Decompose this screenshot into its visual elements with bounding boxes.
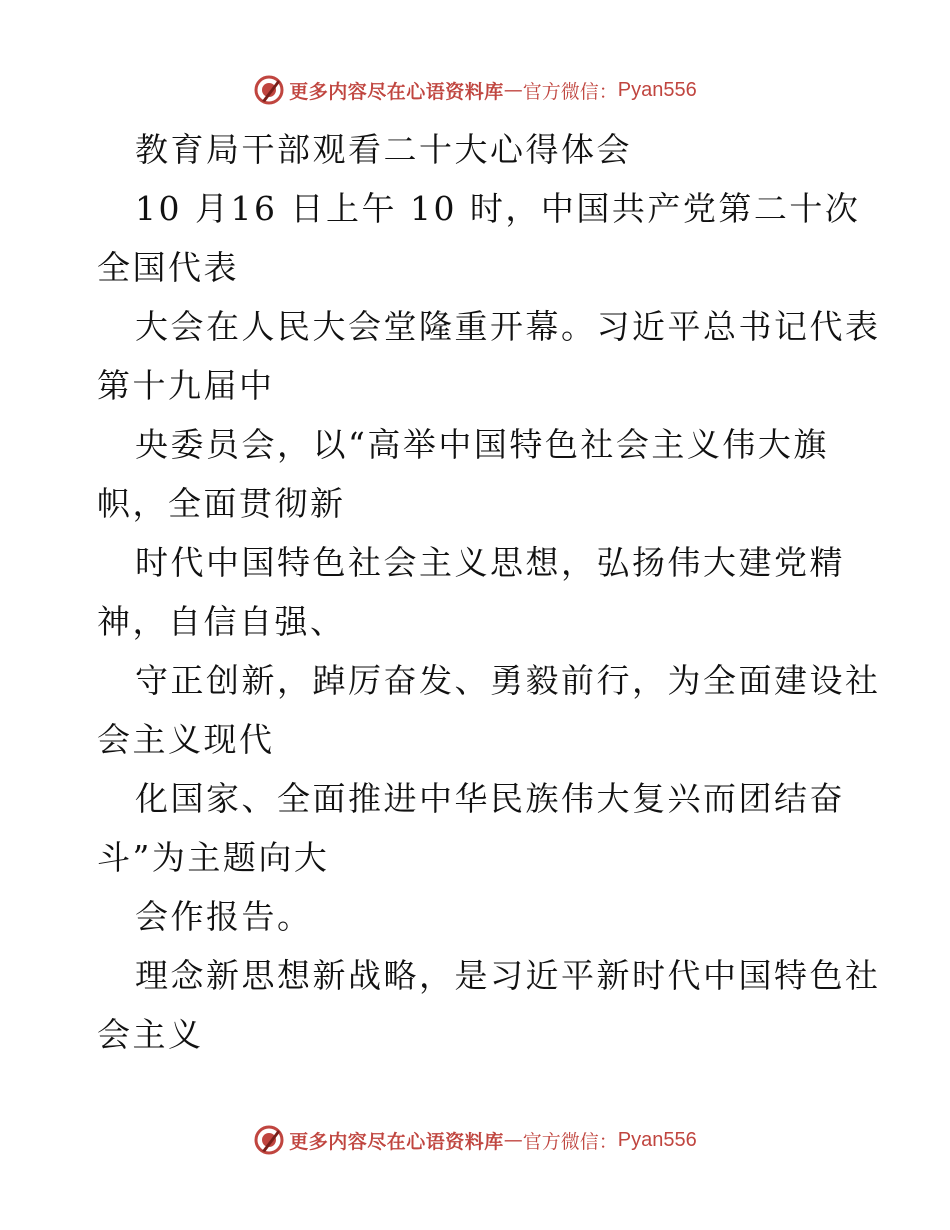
document-title: 教育局干部观看二十大心得体会 <box>135 130 632 169</box>
text-line: 会主义 <box>97 1015 204 1054</box>
text-line: 神，自信自强、 <box>97 602 346 641</box>
text-line: 会作报告。 <box>135 897 313 936</box>
text-line: 斗”为主题向大 <box>97 838 330 877</box>
text-line: 全国代表 <box>97 248 239 287</box>
text-line: 央委员会，以“高举中国特色社会主义伟大旗 <box>135 425 829 464</box>
text-line: 守正创新，踔厉奋发、勇毅前行，为全面建设社 <box>135 661 881 700</box>
text-line: 理念新思想新战略，是习近平新时代中国特色社 <box>135 956 881 995</box>
text-line: 10 月16 日上午 10 时，中国共产党第二十次 <box>135 189 861 228</box>
text-line: 会主义现代 <box>97 720 275 759</box>
quill-logo-icon <box>253 74 285 106</box>
document-body <box>97 120 881 1064</box>
banner-wechat-label: 官方微信： <box>522 1130 618 1153</box>
header-banner <box>0 70 950 110</box>
text-line: 第十九届中 <box>97 366 275 405</box>
text-line: 化国家、全面推进中华民族伟大复兴而团结奋 <box>135 779 845 818</box>
banner-wechat-label: 官方微信： <box>522 80 618 103</box>
text-line: 时代中国特色社会主义思想，弘扬伟大建党精 <box>135 543 845 582</box>
banner-text: 更多内容尽在心语资料库 <box>289 80 504 103</box>
banner-separator: — <box>503 1129 523 1151</box>
text-line: 大会在人民大会堂隆重开幕。习近平总书记代表 <box>135 307 881 346</box>
footer-banner <box>0 1120 950 1160</box>
text-line: 帜，全面贯彻新 <box>97 484 346 523</box>
banner-text: 更多内容尽在心语资料库 <box>289 1130 504 1153</box>
banner-wechat-id: Pyan556 <box>617 1128 697 1151</box>
banner-separator: — <box>503 79 523 101</box>
quill-logo-icon <box>253 1124 285 1156</box>
banner-wechat-id: Pyan556 <box>617 78 697 101</box>
